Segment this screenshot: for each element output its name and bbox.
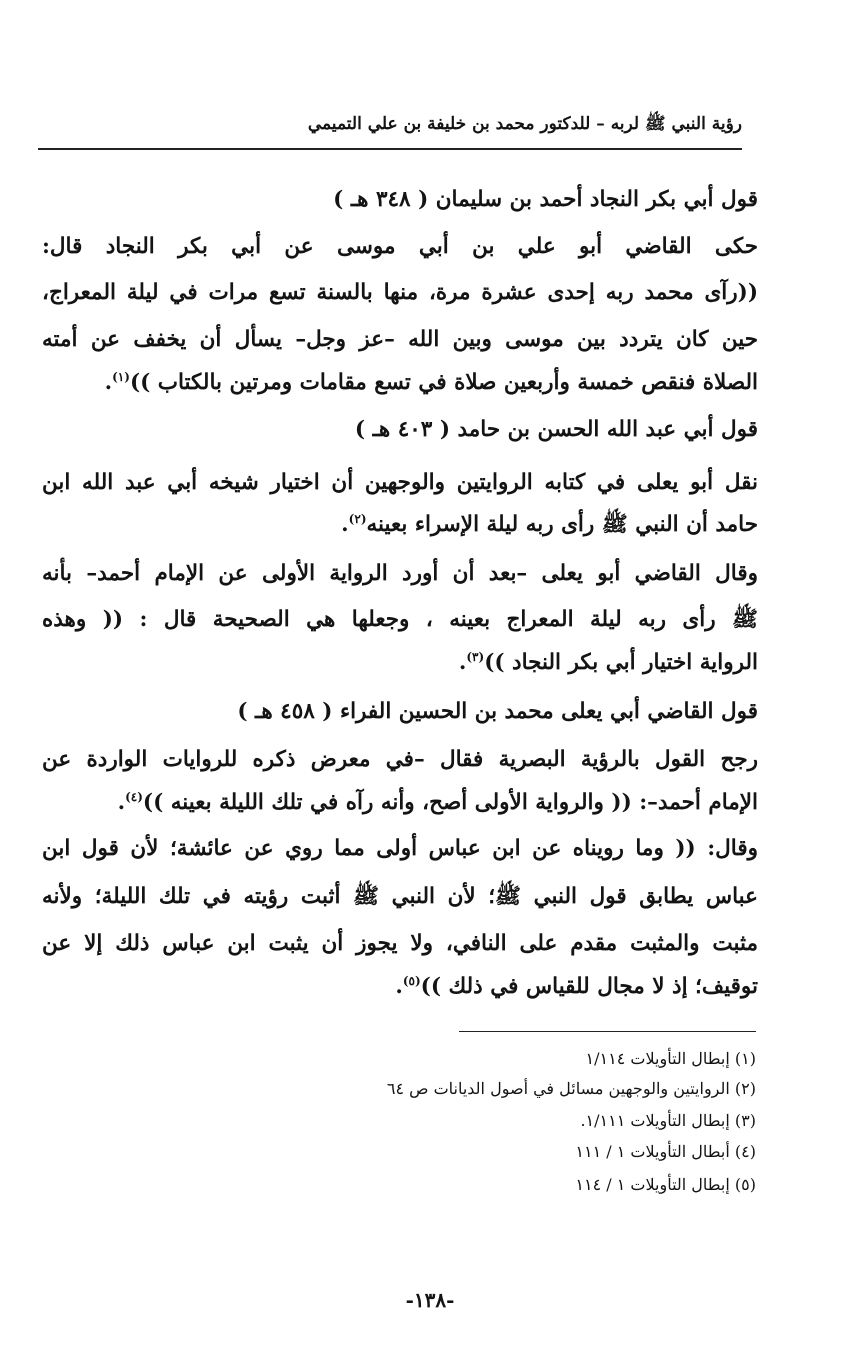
footnote-item: (٢) الروايتين والوجهين مسائل في أصول الديانات ص ٦٤	[386, 1079, 756, 1098]
footnote-ref: (٤)	[125, 789, 143, 804]
footnote-item: (٤) أبطال التأويلات ١ / ١١١	[575, 1142, 756, 1161]
footnote-item: (١) إبطال التأويلات ١/١١٤	[585, 1049, 756, 1068]
text-line: حكى القاضي أبو علي بن أبي موسى عن أبي بكر النجاد قال:	[42, 234, 758, 259]
header-rule	[38, 148, 742, 150]
section-heading-ibn-hamid: قول أبي عبد الله الحسن بن حامد ( ٤٠٣ هـ )	[354, 417, 758, 442]
text-line: ((رآى محمد ربه إحدى عشرة مرة، منها بالسنة تسع مرات في ليلة المعراج،	[42, 280, 758, 305]
text-line: نقل أبو يعلى في كتابه الروايتين والوجهين أن اختيار شيخه أبي عبد الله ابن	[42, 470, 758, 495]
text-line: حامد أن النبي ﷺ رأى ربه ليلة الإسراء بعينه$^{(٢)}$.	[341, 511, 758, 537]
text-line: مثبت والمثبت مقدم على النافي، ولا يجوز أن يثبت ابن عباس ذلك إلا عن	[42, 931, 758, 956]
footnote-rule	[459, 1031, 756, 1032]
footnote-item: (٣) إبطال التأويلات ١/١١١.	[580, 1111, 756, 1130]
text-line: الرواية اختيار أبي بكر النجاد ))$^{(٣)}$.	[458, 649, 758, 675]
text-line: توقيف؛ إذ لا مجال للقياس في ذلك ))$^{(٥)}$.	[395, 973, 758, 999]
running-header: رؤية النبي ﷺ لربه – للدكتور محمد بن خليفة بن علي التميمي	[307, 114, 742, 134]
section-heading-abu-yala: قول القاضي أبي يعلى محمد بن الحسين الفراء ( ٤٥٨ هـ )	[237, 699, 758, 724]
text-line: الصلاة فنقص خمسة وأربعين صلاة في تسع مقامات ومرتين بالكتاب ))$^{(١)}$.	[104, 369, 758, 395]
text-line: رجح القول بالرؤية البصرية فقال –في معرض ذكره للروايات الواردة عن	[42, 747, 758, 772]
section-heading-najjad: قول أبي بكر النجاد أحمد بن سليمان ( ٣٤٨ هـ )	[333, 187, 758, 212]
text-line: الإمام أحمد–: (( والرواية الأولى أصح، وأنه رآه في تلك الليلة بعينه ))$^{(٤)}$.	[117, 789, 758, 815]
footnote-ref: (١)	[112, 369, 130, 384]
text-line: حين كان يتردد بين موسى وبين الله –عز وجل– يسأل أن يخفف عن أمته	[42, 327, 758, 352]
text-line: وقال القاضي أبو يعلى –بعد أن أورد الرواية الأولى عن الإمام أحمد– بأنه	[42, 561, 758, 586]
footnote-ref: (٣)	[466, 649, 485, 664]
page-number: -١٣٨-	[405, 1288, 455, 1312]
footnote-ref: (٥)	[402, 973, 421, 988]
text-line: ﷺ رأى ربه ليلة المعراج بعينه ، وجعلها هي الصحيحة قال : (( وهذه	[42, 607, 758, 632]
footnote-item: (٥) إبطال التأويلات ١ / ١١٤	[575, 1175, 756, 1194]
text-line: وقال: (( وما رويناه عن ابن عباس أولى مما روي عن عائشة؛ لأن قول ابن	[42, 836, 758, 861]
text-line: عباس يطابق قول النبي ﷺ؛ لأن النبي ﷺ أثبت رؤيته في تلك الليلة؛ ولأنه	[42, 884, 758, 909]
footnote-ref: (٢)	[348, 511, 367, 526]
